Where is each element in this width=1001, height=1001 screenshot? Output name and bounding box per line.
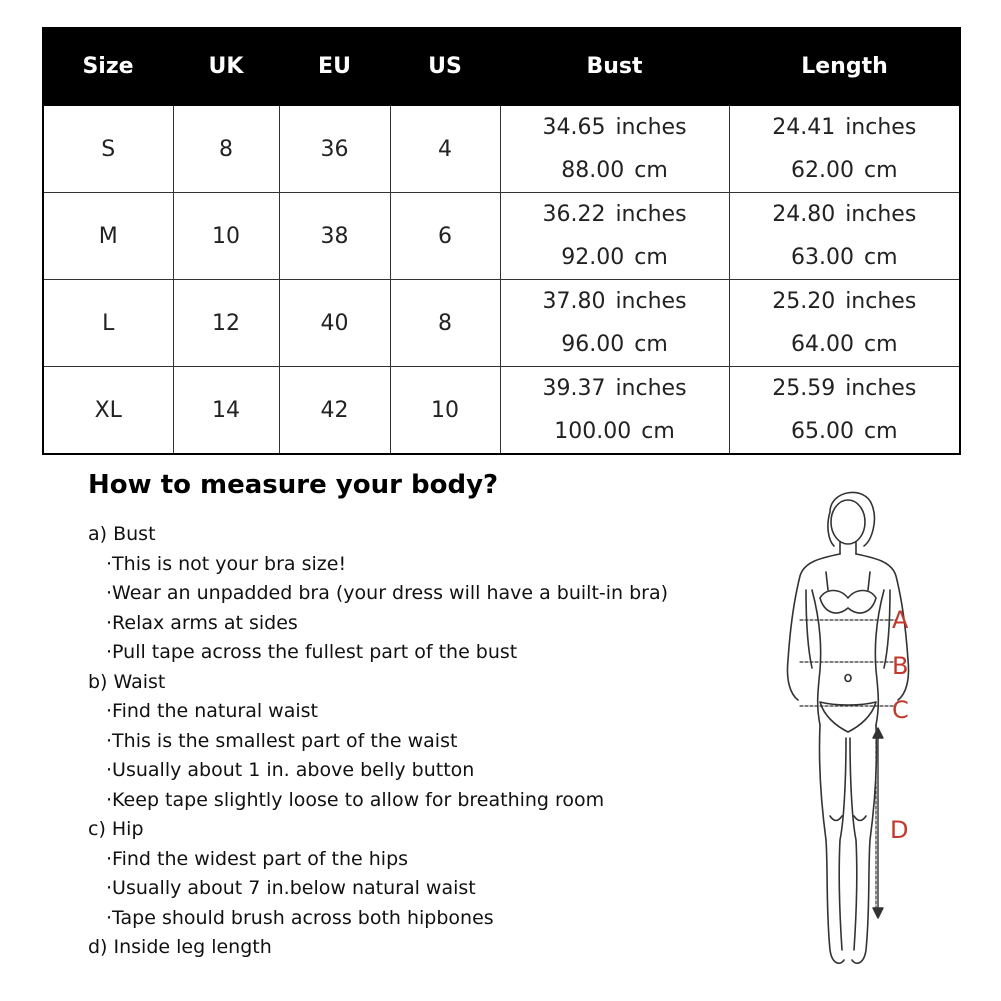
bust-in-value: 37.80 xyxy=(542,289,606,314)
table-header-row xyxy=(43,28,960,105)
bust-cell xyxy=(500,367,729,455)
table-row xyxy=(43,105,960,193)
uk-cell: 12 xyxy=(173,280,279,367)
uk-cell: 14 xyxy=(173,367,279,455)
length-in-value: 24.41 xyxy=(772,115,836,140)
marker-label-c: C xyxy=(892,696,909,724)
bust-cm-value: 96.00 xyxy=(561,332,625,357)
us-cell: 8 xyxy=(390,280,500,367)
marker-label-d: D xyxy=(890,816,909,844)
length-cm-unit: cm xyxy=(863,419,898,444)
guide-section-label: c) Hip xyxy=(88,818,144,840)
size-chart-table xyxy=(42,27,961,455)
length-in-unit: inches xyxy=(845,376,917,401)
bust-in-line xyxy=(501,280,729,323)
guide-section-label: d) Inside leg length xyxy=(88,936,272,958)
bust-in-unit: inches xyxy=(615,115,687,140)
guide-tip-text: Usually about 1 in. above belly button xyxy=(112,759,475,781)
eu-cell: 42 xyxy=(279,367,390,455)
eu-cell: 40 xyxy=(279,280,390,367)
bust-cell xyxy=(500,280,729,367)
guide-tip xyxy=(88,697,668,727)
guide-tip-text: Usually about 7 in.below natural waist xyxy=(112,877,476,899)
bust-cell xyxy=(500,105,729,193)
guide-tip xyxy=(88,638,668,668)
marker-label-a: A xyxy=(892,606,909,634)
size-cell: XL xyxy=(43,367,173,455)
bust-cm-unit: cm xyxy=(634,158,668,183)
table-row xyxy=(43,280,960,367)
length-cm-line xyxy=(730,236,960,279)
length-in-line xyxy=(730,280,960,323)
header-eu: EU xyxy=(279,28,390,105)
bust-cm-value: 88.00 xyxy=(561,158,625,183)
bust-cm-unit: cm xyxy=(641,419,675,444)
us-cell: 4 xyxy=(390,105,500,193)
bust-cm-unit: cm xyxy=(634,245,668,270)
uk-cell: 8 xyxy=(173,105,279,193)
size-cell: M xyxy=(43,193,173,280)
guide-tip-text: Find the natural waist xyxy=(112,700,318,722)
length-in-value: 25.59 xyxy=(772,376,836,401)
bust-cm-line xyxy=(501,410,729,453)
body-outline xyxy=(787,492,908,963)
length-cm-line xyxy=(730,410,960,453)
length-cm-value: 62.00 xyxy=(790,158,854,183)
measure-guide-title: How to measure your body? xyxy=(88,470,499,500)
length-in-line xyxy=(730,106,960,149)
guide-tip-text: Keep tape slightly loose to allow for breathing room xyxy=(112,788,605,811)
length-cm-value: 65.00 xyxy=(790,419,854,444)
length-cm-unit: cm xyxy=(863,158,898,183)
guide-tip-text: Pull tape across the fullest part of the bust xyxy=(112,641,518,663)
bust-in-line xyxy=(501,367,729,410)
length-in-unit: inches xyxy=(845,115,917,140)
bust-in-value: 34.65 xyxy=(542,115,606,140)
bust-in-line xyxy=(501,193,729,236)
guide-tip xyxy=(88,550,668,580)
us-cell: 10 xyxy=(390,367,500,455)
length-in-value: 25.20 xyxy=(772,289,836,314)
length-cm-value: 63.00 xyxy=(790,245,854,270)
bust-cm-value: 100.00 xyxy=(554,419,632,444)
bust-in-line xyxy=(501,106,729,149)
length-cm-line xyxy=(730,323,960,366)
body-measurement-figure xyxy=(760,480,990,980)
guide-tip xyxy=(88,727,668,757)
length-in-unit: inches xyxy=(845,289,917,314)
length-in-line xyxy=(730,193,960,236)
bust-in-unit: inches xyxy=(615,202,687,227)
bust-cm-line xyxy=(501,323,729,366)
guide-tip-text: This is the smallest part of the waist xyxy=(112,729,458,752)
marker-label-b: B xyxy=(892,652,909,680)
length-cm-line xyxy=(730,149,960,192)
size-cell: L xyxy=(43,280,173,367)
guide-tip-text: Relax arms at sides xyxy=(112,611,298,634)
bust-in-unit: inches xyxy=(615,376,687,401)
bust-in-value: 36.22 xyxy=(542,202,606,227)
guide-tip xyxy=(88,904,668,934)
bust-cell xyxy=(500,193,729,280)
guide-tip xyxy=(88,756,668,786)
length-cm-unit: cm xyxy=(863,332,898,357)
length-in-unit: inches xyxy=(845,202,917,227)
header-uk: UK xyxy=(173,28,279,105)
header-size: Size xyxy=(43,28,173,105)
guide-tip xyxy=(88,874,668,904)
measure-lines xyxy=(800,620,896,915)
bust-cm-value: 92.00 xyxy=(561,245,625,270)
bust-cm-unit: cm xyxy=(634,332,668,357)
length-in-value: 24.80 xyxy=(772,202,836,227)
guide-tip xyxy=(88,579,668,609)
guide-section-label: b) Waist xyxy=(88,670,166,693)
guide-tip-text: This is not your bra size! xyxy=(112,552,347,575)
header-us: US xyxy=(390,28,500,105)
length-cell xyxy=(729,367,960,455)
table-row xyxy=(43,193,960,280)
length-in-line xyxy=(730,367,960,410)
guide-tip-text: Wear an unpadded bra (your dress will have a built-in bra) xyxy=(112,582,669,604)
guide-tip-text: Tape should brush across both hipbones xyxy=(112,906,494,929)
bust-in-unit: inches xyxy=(615,289,687,314)
table-row xyxy=(43,367,960,455)
us-cell: 6 xyxy=(390,193,500,280)
eu-cell: 36 xyxy=(279,105,390,193)
length-cell xyxy=(729,280,960,367)
uk-cell: 10 xyxy=(173,193,279,280)
guide-tip xyxy=(88,609,668,639)
measure-guide-list xyxy=(88,520,668,963)
guide-tip xyxy=(88,786,668,816)
header-length: Length xyxy=(729,28,960,105)
length-cell xyxy=(729,105,960,193)
bust-in-value: 39.37 xyxy=(542,376,606,401)
guide-tip-text: Find the widest part of the hips xyxy=(112,847,409,870)
bust-cm-line xyxy=(501,236,729,279)
header-bust: Bust xyxy=(500,28,729,105)
inseam-arrow xyxy=(873,728,883,918)
bust-cm-line xyxy=(501,149,729,192)
length-cm-unit: cm xyxy=(863,245,898,270)
eu-cell: 38 xyxy=(279,193,390,280)
guide-section-label: a) Bust xyxy=(88,523,156,545)
length-cm-value: 64.00 xyxy=(790,332,854,357)
length-cell xyxy=(729,193,960,280)
guide-tip xyxy=(88,845,668,875)
size-cell: S xyxy=(43,105,173,193)
